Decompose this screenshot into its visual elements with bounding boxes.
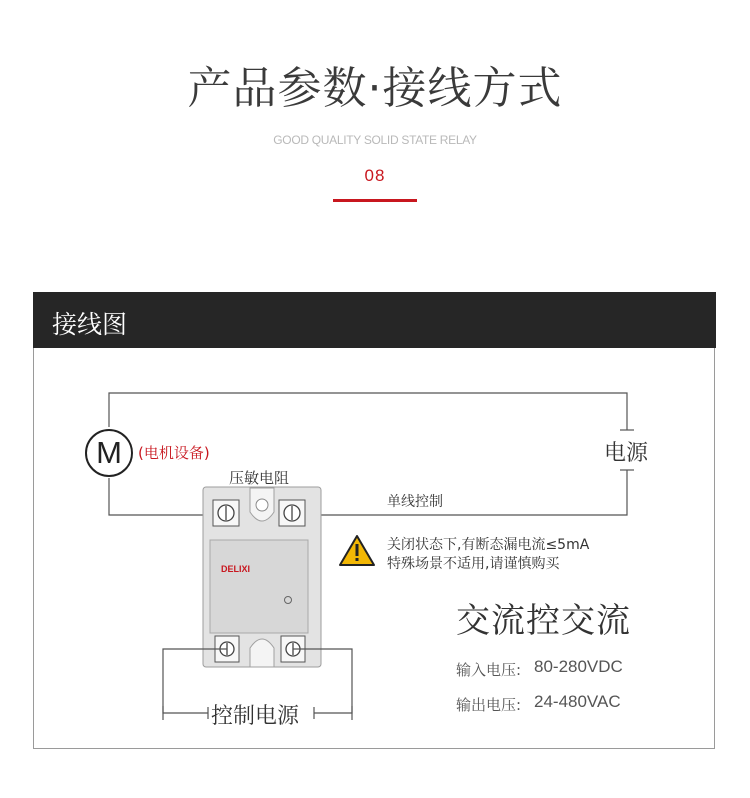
input-voltage-value: 80-280VDC xyxy=(534,657,623,676)
output-voltage-label: 输出电压: xyxy=(456,696,522,714)
motor-label: M xyxy=(96,435,122,470)
power-source-label: 电源 xyxy=(604,441,649,466)
panel-title: 接线图 xyxy=(52,310,128,339)
warning-icon xyxy=(340,536,374,565)
terminal-top-left xyxy=(213,500,239,526)
brand-logo: DELIXI xyxy=(221,564,251,574)
page-title: 产品参数·接线方式 xyxy=(187,63,563,114)
terminal-top-right xyxy=(279,500,305,526)
control-power-label: 控制电源 xyxy=(211,704,300,729)
varistor-label: 压敏电阻 xyxy=(229,469,290,487)
motor-note: (电机设备) xyxy=(138,444,210,462)
section-number: 08 xyxy=(364,166,386,185)
output-voltage-value: 24-480VAC xyxy=(534,692,621,711)
warning-text-line2: 特殊场景不适用,请谨慎购买 xyxy=(387,556,560,572)
warning-text-line1: 关闭状态下,有断态漏电流≤5mA xyxy=(387,537,590,553)
control-mode-title: 交流控交流 xyxy=(456,601,631,641)
input-voltage-label: 输入电压: xyxy=(456,661,522,679)
page-subtitle: GOOD QUALITY SOLID STATE RELAY xyxy=(273,133,477,147)
single-line-control-label: 单线控制 xyxy=(387,494,443,510)
